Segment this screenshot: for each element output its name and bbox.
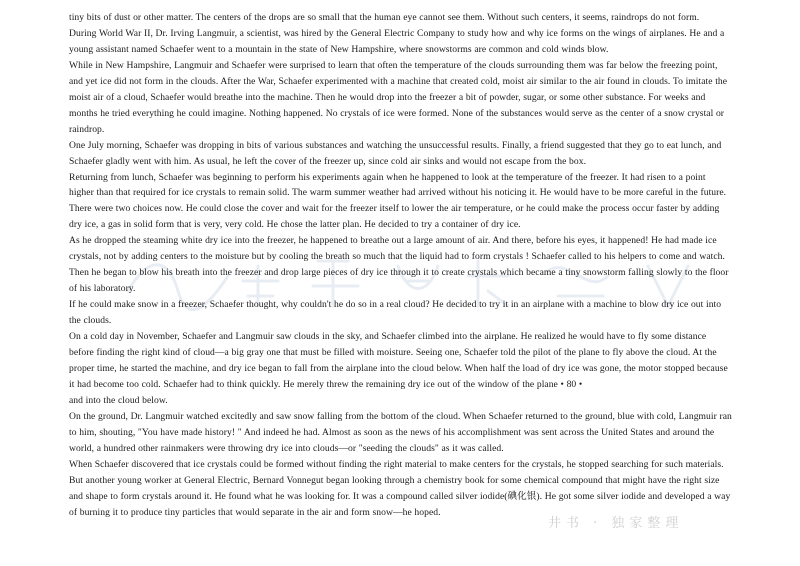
paragraph: and into the cloud below. xyxy=(69,394,168,406)
paragraph: As he dropped the steaming white dry ice into the freezer, he happened to breathe out a large amount of air. And there, before his eyes, it happened! He had made ice crystals, not by adding centers to the moisture but by cooling the breath so much that the liquid had to form crystals ! Schaefer called to his helpers to come and watch. Then he began to blow his breath into the freezer and drop large pieces of dry ice through it to create crystals which became a tiny snowstorm falling slowly to the floor of his laboratory. xyxy=(69,235,729,295)
paragraph: Returning from lunch, Schaefer was beginning to perform his experiments again when he happened to look at the temperature of the freezer. It had risen to a point higher than that required for ice crystals to remain solid. The warm summer weather had arrived without his noticing it. He would have to be more careful in the future. xyxy=(69,171,727,199)
paragraph: During World War II, Dr. Irving Langmuir, a scientist, was hired by the General Electric Company to study how and why ice forms on the wings of airplanes. He and a young assistant named Schaefer went to a mountain in the state of New Hampshire, where snowstorms are common and cold winds blow. xyxy=(69,27,725,55)
paragraph: On the ground, Dr. Langmuir watched excitedly and saw snow falling from the bottom of the cloud. When Schaefer returned to the ground, blue with cold, Langmuir ran to him, shouting, "You have made history! " And indeed he had. Almost as soon as the news of his accomplishment was sent across the United States and around the world, a hundred other rainmakers were throwing dry ice into clouds—or "seeding the clouds" as it was called. xyxy=(69,410,732,454)
paragraph: If he could make snow in a freezer, Schaefer thought, why couldn't he do so in a real cloud? He decided to try it in an airplane with a machine to blow dry ice out into the clouds. xyxy=(69,299,722,327)
paragraph: There were two choices now. He could close the cover and wait for the freezer itself to lower the air temperature, or he could make the process occur faster by adding dry ice, a gas in solid form that is very, very cold. He chose the latter plan. He decided to try a container of dry ice. xyxy=(69,203,720,231)
paragraph: While in New Hampshire, Langmuir and Schaefer were surprised to learn that often the temperature of the clouds surrounding them was far below the freezing point, and yet ice did not form in the clouds. After the War, Schaefer experimented with a machine that created cold, moist air similar to the air found in clouds. To imitate the moist air of a cloud, Schaefer would breathe into the machine. Then he would drop into the freezer a bit of powder, sugar, or some other substance. For weeks and months he tried everything he could imagine. Nothing happened. No crystals of ice were formed. None of the substances would serve as the center of a snow crystal or raindrop. xyxy=(69,59,728,135)
paragraph: tiny bits of dust or other matter. The centers of the drops are so small that the human eye cannot see them. Without such centers, it seems, raindrops do not form. xyxy=(69,12,700,23)
watermark-text: 井书 · 独家整理 xyxy=(548,516,684,531)
paragraph: One July morning, Schaefer was dropping in bits of various substances and watching the unsuccessful results. Finally, a friend suggested that they go to eat lunch, and Schaefer gladly went with him. As usual, he left the cover of the freezer up, since cold air sinks and would not escape from the box. xyxy=(69,139,722,167)
paragraph: When Schaefer discovered that ice crystals could be formed without finding the right material to make centers for the crystals, he stopped searching for such materials. But another young worker at General Electric, Bernard Vonnegut began looking through a chemistry book for some chemical compound that might have the right size and shape to form crystals around it. He found what he was looking for. It was a compound called silver iodide(碘化银). He got some silver iodide and developed a way of burning it to produce tiny particles that would separate in the air and form snow—he hoped. xyxy=(69,458,731,518)
document-body xyxy=(69,10,733,521)
paragraph: On a cold day in November, Schaefer and Langmuir saw clouds in the sky, and Schaefer climbed into the airplane. He realized he would have to fly some distance before finding the right kind of cloud—a big gray one that must be filled with moisture. Seeing one, Schaefer told the pilot of the plane to fly above the cloud. At the proper time, he started the machine, and dry ice began to fall from the airplane into the cloud below. When half the load of dry ice was gone, the motor stopped because it had become too cold. Schaefer had to think quickly. He merely threw the remaining dry ice out of the window of the plane • 80 • xyxy=(69,331,728,390)
